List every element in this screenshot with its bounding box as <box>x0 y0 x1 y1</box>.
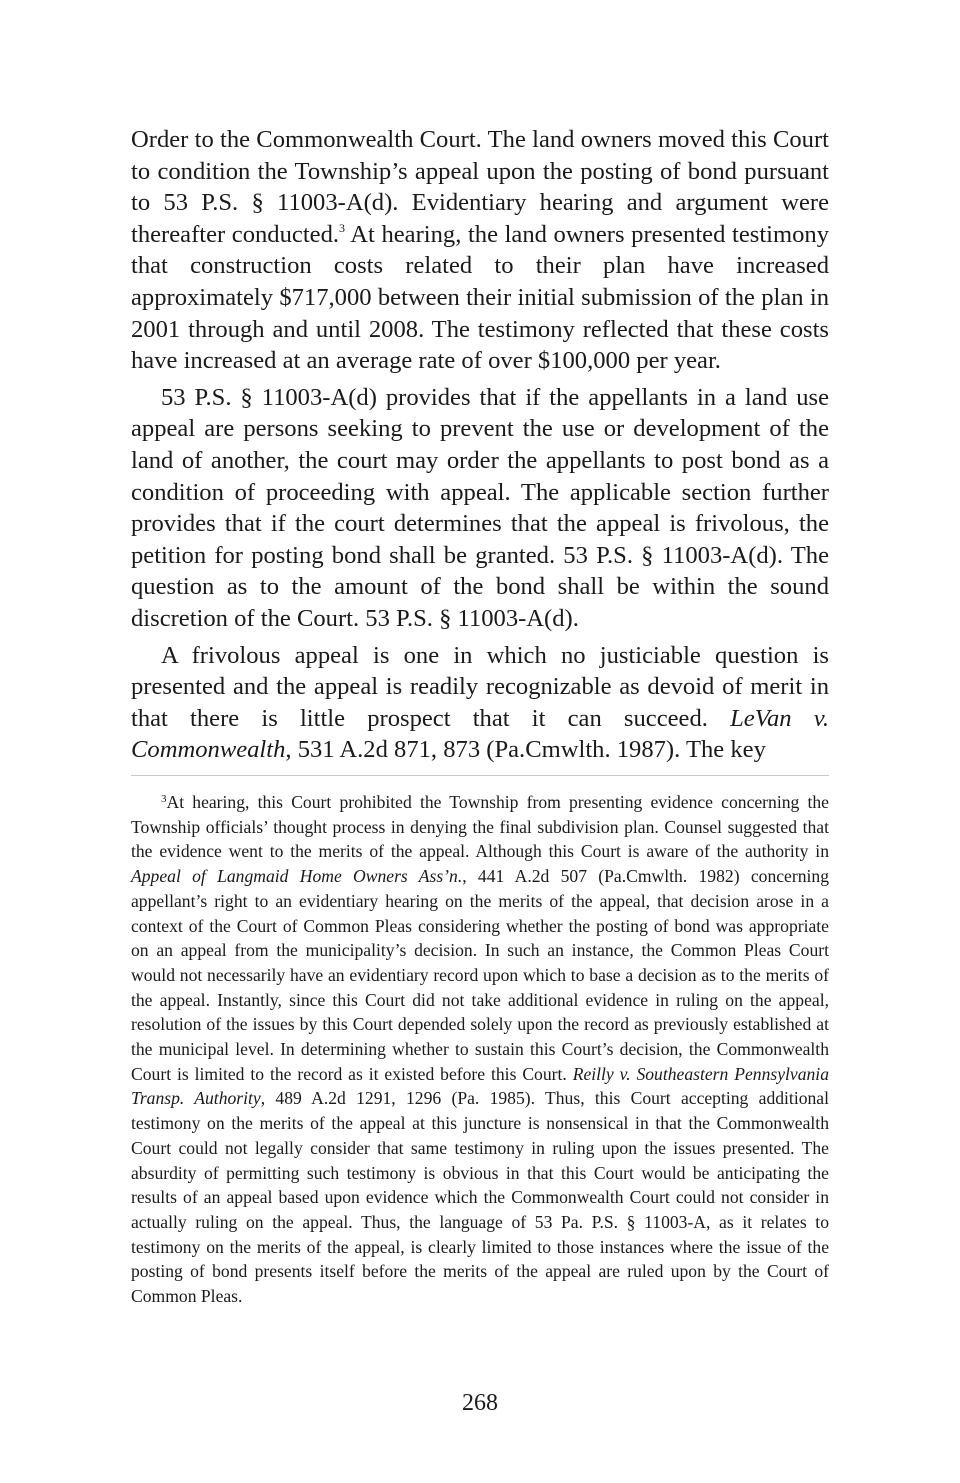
paragraph-2 <box>131 382 829 635</box>
case-citation-levan: LeVan v. Commonwealth <box>131 704 829 764</box>
paragraph-3 <box>131 640 829 766</box>
footnote-number: 3 <box>161 793 167 805</box>
paragraph-1 <box>131 124 829 377</box>
paragraph-3-text-a: A frivolous appeal is one in which no justiciable question is presented and the appeal is readily recognizable as devoid of merit in that there is little prospect that it can succeed. <box>131 641 829 732</box>
paragraph-2-text: 53 P.S. § 11003-A(d) provides that if the appellants in a land use appeal are persons seeking to prevent the use or development of the land of another, the court may order the appellants to post bond as a condition of proceeding with appeal. The applicable section further provides that if the court determines that the appeal is frivolous, the petition for posting bond shall be granted. 53 P.S. § 11003-A(d). The question as to the amount of the bond shall be within the sound discretion of the Court. 53 P.S. § 11003-A(d). <box>131 383 829 632</box>
page-number: 268 <box>462 1390 498 1416</box>
paragraph-3-text-b: , 531 A.2d 871, 873 (Pa.Cmwlth. 1987). The key <box>285 736 766 764</box>
footnote-3 <box>131 790 829 1309</box>
footnote-divider <box>131 775 829 776</box>
body-text <box>131 124 829 766</box>
footnote-text-b: , 441 A.2d 507 (Pa.Cmwlth. 1982) concerning appellant’s right to an evidentiary hearing on the merits of the appeal, that decision arose in a context of the Court of Common Pleas considering whether the posting of bond was appropriate on an appeal from the municipality’s decision. In such an instance, the Common Pleas Court would not necessarily have an evidentiary record upon which to base a decision as to the merits of the appeal. Instantly, since this Court did not take additional evidence in ruling on the appeal, resolution of the issues by this Court depended solely upon the record as previously established at the municipal level. In determining whether to sustain this Court’s decision, the Commonwealth Court is limited to the record as it existed before this Court. <box>131 866 829 1084</box>
case-citation-reilly: Reilly v. Southeastern Pennsylvania Transp. Authority <box>131 1063 829 1109</box>
footnote-reference: 3 <box>339 220 346 235</box>
paragraph-1-text-b: At hearing, the land owners presented testimony that construction costs related to their plan have increased approximately $717,000 between their initial submission of the plan in 2001 through and until 2008. The testimony reflected that these costs have increased at an average rate of over $100,000 per year. <box>131 220 830 375</box>
footnote-text-c: , 489 A.2d 1291, 1296 (Pa. 1985). Thus, this Court accepting additional testimony on the merits of the appeal at this juncture is nonsensical in that the Commonwealth Court could not legally consider that same testimony in ruling upon the issues presented. The absurdity of permitting such testimony is obvious in that this Court would be anticipating the results of an appeal based upon evidence which the Commonwealth Court could not consider in actually ruling on the appeal. Thus, the language of 53 Pa. P.S. § 11003-A, as it relates to testimony on the merits of the appeal, is clearly limited to those instances where the issue of the posting of bond presents itself before the merits of the appeal are ruled upon by the Court of Common Pleas. <box>131 1088 829 1307</box>
paragraph-1-text-a: Order to the Commonwealth Court. The land owners moved this Court to condition the Township’s appeal upon the posting of bond pursuant to 53 P.S. § 11003-A(d). Evidentiary hearing and argument were thereafter conducted. <box>131 126 829 248</box>
footnote-text-a: At hearing, this Court prohibited the Township from presenting evidence concerning the Township officials’ thought process in denying the final subdivision plan. Counsel suggested that the evidence went to the merits of the appeal. Although this Court is aware of the authority in <box>131 792 829 862</box>
case-citation-langmaid: Appeal of Langmaid Home Owners Ass’n. <box>131 866 463 887</box>
